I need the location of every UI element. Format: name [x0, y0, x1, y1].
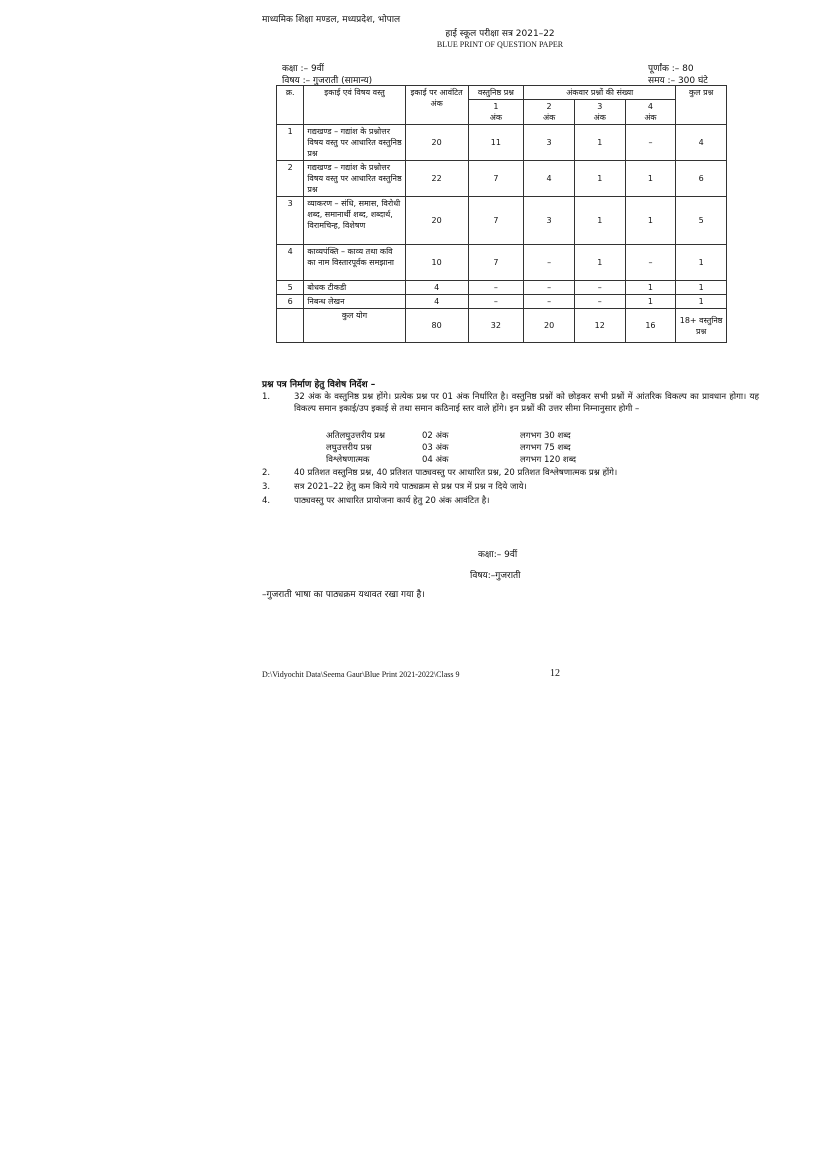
table-row	[277, 281, 727, 295]
table-row	[277, 125, 727, 161]
limit-words: लगभग 120 शब्द	[520, 455, 577, 465]
footer-path: D:\Vidyochit Data\Seema Gaur\Blue Print 2021-2022\Class 9	[262, 670, 460, 679]
full-marks: पूर्णांक :– 80	[648, 64, 694, 74]
page-number: 12	[550, 668, 560, 679]
blueprint-title: BLUE PRINT OF QUESTION PAPER	[436, 40, 564, 49]
subheader-1-ank: 1 अंक	[468, 100, 524, 125]
cell-sno: 4	[277, 245, 304, 281]
cell-m1: –	[468, 295, 524, 309]
blueprint-table	[276, 85, 727, 343]
table-total-row	[277, 309, 727, 343]
cell-total: 1	[676, 295, 727, 309]
cell-m1: 7	[468, 245, 524, 281]
cell-total: 1	[676, 245, 727, 281]
cell-m3: 1	[574, 125, 625, 161]
cell-allotted: 20	[405, 197, 468, 245]
instruction-item	[262, 467, 762, 479]
instruction-text: 32 अंक के वस्तुनिष्ठ प्रश्न होंगे। प्रत्येक प्रश्न पर 01 अंक निर्धारित है। वस्तुनिष्ठ प्रश्नों को छोड़कर सभी प्रश्नों में आंतरिक विकल्प का प्रावधान होगा। यह विकल्प समान इकाई/उप इकाई से तथा समान कठिनाई स्तर वाले होंगे। इन प्रश्नों की उत्तर सीमा निम्नानुसार होगी –	[294, 392, 759, 414]
cell-total: 6	[676, 161, 727, 197]
cell-total: 4	[676, 125, 727, 161]
cell-m3: –	[574, 281, 625, 295]
header-allotted: इकाई पर आवंटित अंक	[405, 86, 468, 125]
instruction-item	[262, 495, 762, 507]
cell-unit: गद्यखण्ड – गद्यांश के प्रश्नोत्तर विषय वस्तु पर आधारित वस्तुनिष्ठ प्रश्न	[304, 161, 405, 197]
cell-m3: 1	[574, 161, 625, 197]
cell-m4: –	[625, 125, 676, 161]
cell-m2: –	[524, 245, 575, 281]
cell-total-m1: 32	[468, 309, 524, 343]
header-objective: वस्तुनिष्ठ प्रश्न	[468, 86, 524, 100]
table-row	[277, 295, 727, 309]
header-by-marks: अंकवार प्रश्नों की संख्या	[524, 86, 676, 100]
instruction-number: 3.	[262, 482, 271, 492]
limit-marks: 03 अंक	[422, 443, 449, 453]
limit-marks: 02 अंक	[422, 431, 449, 441]
cell-grand-total: 18+ वस्तुनिष्ठ प्रश्न	[676, 309, 727, 343]
limit-type: विश्लेषणात्मक	[326, 455, 370, 465]
cell-m4: 1	[625, 295, 676, 309]
subheader-4-ank: 4 अंक	[625, 100, 676, 125]
table-row	[277, 161, 727, 197]
exam-session: हाई स्कूल परीक्षा सत्र 2021–22	[445, 29, 555, 39]
cell-sno: 3	[277, 197, 304, 245]
table-row	[277, 197, 727, 245]
instruction-item	[262, 391, 762, 431]
cell-m2: –	[524, 295, 575, 309]
cell-unit: व्याकरण – संधि, समास, विरोधी शब्द, समानार्थी शब्द, शब्दार्थ, विरामचिन्ह, विशेषण	[304, 197, 405, 245]
cell-m2: –	[524, 281, 575, 295]
table-row	[277, 245, 727, 281]
instruction-text: 40 प्रतिशत वस्तुनिष्ठ प्रश्न, 40 प्रतिशत पाठ्यवस्तु पर आधारित प्रश्न, 20 प्रतिशत विश्लेषणात्मक प्रश्न होंगे।	[294, 468, 618, 478]
cell-m4: –	[625, 245, 676, 281]
limit-type: अतिलघुउत्तरीय प्रश्न	[326, 431, 386, 441]
cell-unit: गद्यखण्ड – गद्यांश के प्रश्नोत्तर विषय वस्तु पर आधारित वस्तुनिष्ठ प्रश्न	[304, 125, 405, 161]
cell-total-m2: 20	[524, 309, 575, 343]
cell-m3: 1	[574, 197, 625, 245]
class-label: कक्षा :– 9वीं	[282, 64, 325, 74]
subheader-2-ank: 2 अंक	[524, 100, 575, 125]
instruction-number: 2.	[262, 468, 271, 478]
section2-class: कक्षा:– 9वीं	[478, 550, 518, 560]
cell-unit: बोधक टीकडी	[304, 281, 405, 295]
limit-marks: 04 अंक	[422, 455, 449, 465]
instruction-number: 1.	[262, 392, 271, 402]
instruction-item	[262, 481, 762, 493]
cell-sno: 1	[277, 125, 304, 161]
cell-m1: 11	[468, 125, 524, 161]
cell-unit: निबन्ध लेखन	[304, 295, 405, 309]
cell-total-m3: 12	[574, 309, 625, 343]
limit-words: लगभग 30 शब्द	[520, 431, 571, 441]
instructions-title: प्रश्न पत्र निर्माण हेतु विशेष निर्देश –	[262, 380, 376, 390]
cell-m3: 1	[574, 245, 625, 281]
cell-m4: 1	[625, 281, 676, 295]
cell-allotted: 4	[405, 281, 468, 295]
header-total: कुल प्रश्न	[676, 86, 727, 125]
time-label: समय :– 300 घंटे	[648, 76, 708, 86]
cell-m2: 3	[524, 197, 575, 245]
instruction-text: सत्र 2021–22 हेतु कम किये गये पाठ्यक्रम से प्रश्न पत्र में प्रश्न न दिये जाये।	[294, 482, 527, 492]
limit-words: लगभग 75 शब्द	[520, 443, 571, 453]
cell-allotted: 4	[405, 295, 468, 309]
section2-note: –गुजराती भाषा का पाठ्यक्रम यथावत रखा गया है।	[262, 590, 425, 600]
cell-m4: 1	[625, 197, 676, 245]
cell-allotted: 10	[405, 245, 468, 281]
header-sno: क्र.	[277, 86, 304, 125]
instruction-number: 4.	[262, 496, 271, 506]
cell-total: 5	[676, 197, 727, 245]
cell-empty	[277, 309, 304, 343]
cell-m2: 4	[524, 161, 575, 197]
cell-allotted: 20	[405, 125, 468, 161]
cell-m2: 3	[524, 125, 575, 161]
cell-total-label: कुल योग	[304, 309, 405, 343]
board-name: माध्यमिक शिक्षा मण्डल, मध्यप्रदेश, भोपाल	[262, 15, 401, 25]
limit-type: लघुउत्तरीय प्रश्न	[326, 443, 372, 453]
cell-total-m4: 16	[625, 309, 676, 343]
table-header-row	[277, 86, 727, 100]
cell-m1: 7	[468, 197, 524, 245]
cell-sno: 6	[277, 295, 304, 309]
cell-m1: –	[468, 281, 524, 295]
cell-total-allotted: 80	[405, 309, 468, 343]
header-unit: इकाई एवं विषय वस्तु	[304, 86, 405, 125]
cell-m1: 7	[468, 161, 524, 197]
subject-label: विषय :– गुजराती (सामान्य)	[282, 76, 373, 86]
cell-sno: 2	[277, 161, 304, 197]
cell-unit: काव्यपंक्ति – काव्य तथा कवि का नाम विस्तारपूर्वक समझाना	[304, 245, 405, 281]
cell-total: 1	[676, 281, 727, 295]
instruction-text: पाठ्यवस्तु पर आधारित प्रायोजना कार्य हेतु 20 अंक आवंटित है।	[294, 496, 490, 506]
cell-allotted: 22	[405, 161, 468, 197]
section2-subject: विषय:–गुजराती	[470, 571, 521, 581]
cell-sno: 5	[277, 281, 304, 295]
cell-m4: 1	[625, 161, 676, 197]
subheader-3-ank: 3 अंक	[574, 100, 625, 125]
cell-m3: –	[574, 295, 625, 309]
